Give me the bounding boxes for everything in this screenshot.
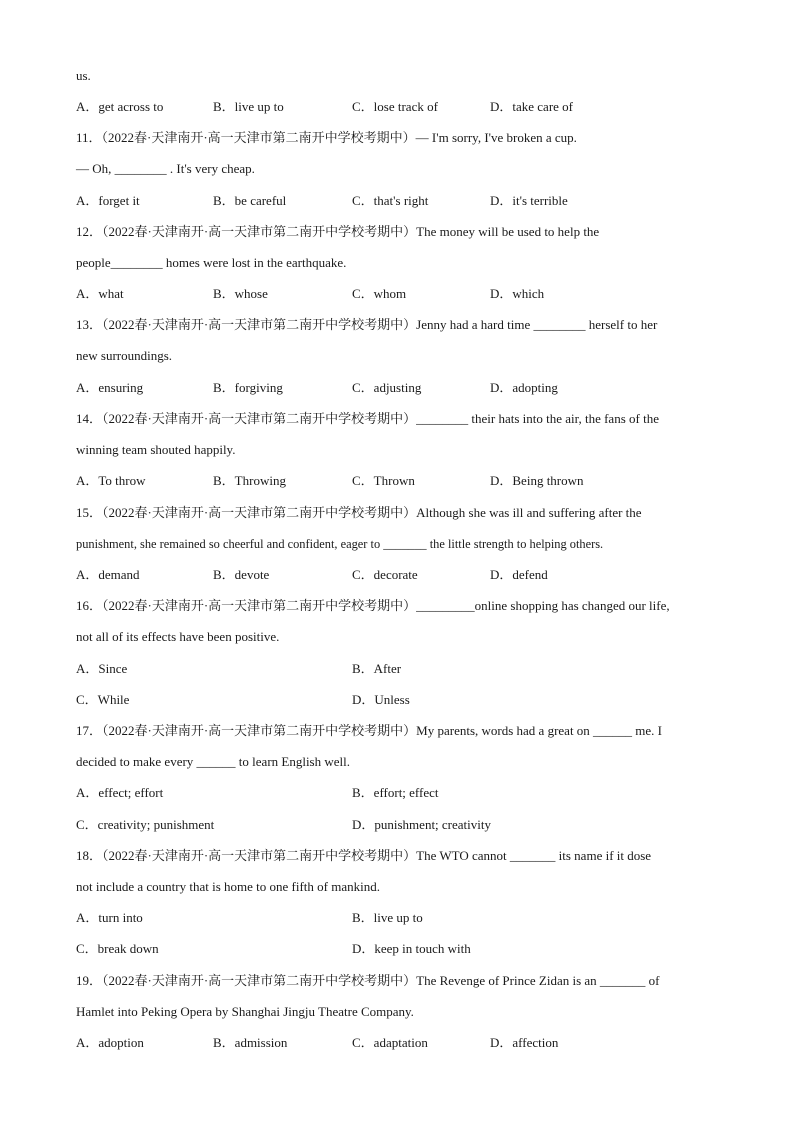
question-10-option-b: B．live up to <box>213 99 284 114</box>
question-10-option-c: C．lose track of <box>352 99 438 114</box>
question-18-stem-cont: not include a country that is home to one fifth of mankind. <box>76 879 380 894</box>
question-11-option-a: A．forget it <box>76 193 140 208</box>
question-16-stem: 16．（2022春·天津南开·高一天津市第二南开中学校考期中）_________online shopping has changed our life, <box>76 598 670 613</box>
question-11-option-c: C．that's right <box>352 193 429 208</box>
question-19-option-c: C．adaptation <box>352 1035 428 1050</box>
question-17-option-d: D．punishment; creativity <box>352 817 492 832</box>
question-13-stem: 13．（2022春·天津南开·高一天津市第二南开中学校考期中）Jenny had a hard time ________ herself to her <box>76 317 658 332</box>
question-15-stem-cont: punishment, she remained so cheerful and confident, eager to _______ the little strength to helping others. <box>76 537 604 551</box>
question-19-option-b: B．admission <box>213 1035 288 1050</box>
question-12-option-b: B．whose <box>213 286 268 301</box>
question-17-stem-cont: decided to make every ______ to learn English well. <box>76 754 351 769</box>
question-12-stem: 12．（2022春·天津南开·高一天津市第二南开中学校考期中）The money will be used to help the <box>76 224 600 239</box>
question-13-option-c: C．adjusting <box>352 380 422 395</box>
question-15-option-b: B．devote <box>213 567 270 582</box>
question-17-option-b: B．effort; effect <box>352 785 439 800</box>
question-19-option-a: A．adoption <box>76 1035 144 1050</box>
question-10-option-a: A．get across to <box>76 99 164 114</box>
question-10-stem-end: us. <box>76 68 91 83</box>
question-11-option-b: B．be careful <box>213 193 287 208</box>
question-18-stem: 18．（2022春·天津南开·高一天津市第二南开中学校考期中）The WTO cannot _______ its name if it dose <box>76 848 652 863</box>
question-17-option-c: C．creativity; punishment <box>76 817 215 832</box>
question-13-option-b: B．forgiving <box>213 380 283 395</box>
question-14-stem: 14．（2022春·天津南开·高一天津市第二南开中学校考期中）________ their hats into the air, the fans of the <box>76 411 659 426</box>
question-16-option-a: A．Since <box>76 661 128 676</box>
question-18-option-a: A．turn into <box>76 910 143 925</box>
question-19-option-d: D．affection <box>490 1035 559 1050</box>
question-10-option-d: D．take care of <box>490 99 574 114</box>
question-18-option-b: B．live up to <box>352 910 423 925</box>
question-12-option-d: D．which <box>490 286 545 301</box>
question-14-option-b: B．Throwing <box>213 473 286 488</box>
question-13-stem-cont: new surroundings. <box>76 348 173 363</box>
question-11-option-d: D．it's terrible <box>490 193 568 208</box>
question-18-option-c: C．break down <box>76 941 159 956</box>
question-14-option-d: D．Being thrown <box>490 473 584 488</box>
question-12-stem-cont: people________ homes were lost in the earthquake. <box>76 255 347 270</box>
question-15-option-c: C．decorate <box>352 567 418 582</box>
question-15-stem: 15．（2022春·天津南开·高一天津市第二南开中学校考期中）Although she was ill and suffering after the <box>76 505 642 520</box>
question-16-stem-cont: not all of its effects have been positive. <box>76 629 280 644</box>
question-19-stem: 19．（2022春·天津南开·高一天津市第二南开中学校考期中）The Revenge of Prince Zidan is an _______ of <box>76 973 660 988</box>
question-13-option-a: A．ensuring <box>76 380 144 395</box>
question-14-option-a: A．To throw <box>76 473 146 488</box>
question-15-option-d: D．defend <box>490 567 548 582</box>
question-13-option-d: D．adopting <box>490 380 558 395</box>
question-15-option-a: A．demand <box>76 567 140 582</box>
question-16-option-c: C．While <box>76 692 130 707</box>
question-12-option-a: A．what <box>76 286 124 301</box>
question-19-stem-cont: Hamlet into Peking Opera by Shanghai Jingju Theatre Company. <box>76 1004 414 1019</box>
question-14-option-c: C．Thrown <box>352 473 415 488</box>
question-17-option-a: A．effect; effort <box>76 785 164 800</box>
question-18-option-d: D．keep in touch with <box>352 941 471 956</box>
question-11-stem-cont: — Oh, ________ . It's very cheap. <box>76 161 255 176</box>
question-11-stem: 11．（2022春·天津南开·高一天津市第二南开中学校考期中）— I'm sorry, I've broken a cup. <box>76 130 577 145</box>
question-16-option-d: D．Unless <box>352 692 410 707</box>
question-17-stem: 17．（2022春·天津南开·高一天津市第二南开中学校考期中）My parents, words had a great on ______ me. I <box>76 723 663 738</box>
question-14-stem-cont: winning team shouted happily. <box>76 442 236 457</box>
question-12-option-c: C．whom <box>352 286 407 301</box>
question-16-option-b: B．After <box>352 661 402 676</box>
